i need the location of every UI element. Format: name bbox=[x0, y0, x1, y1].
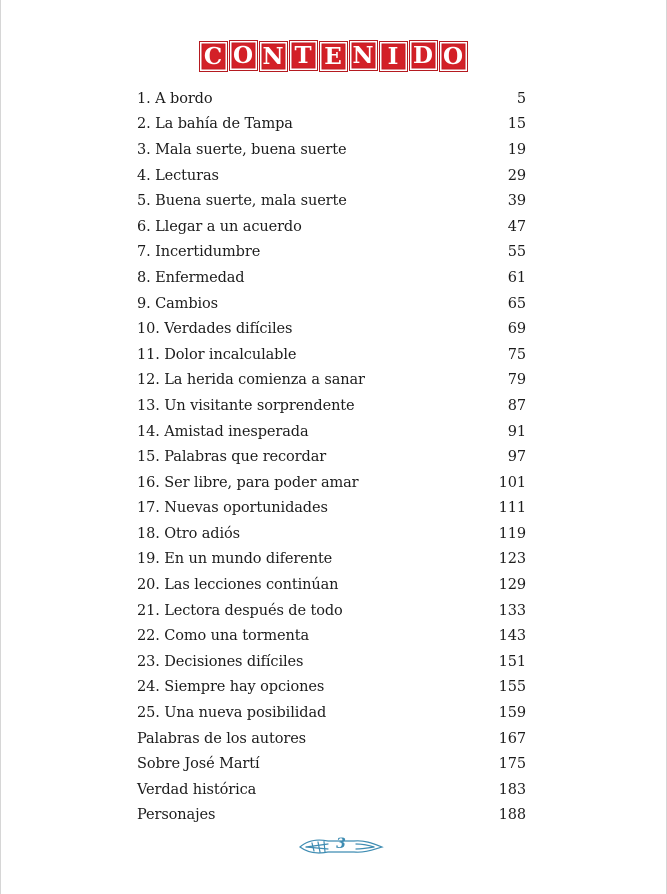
title-letter-tile: N bbox=[349, 40, 378, 71]
toc-entry bbox=[137, 547, 526, 573]
toc-entry-page: 155 bbox=[498, 679, 526, 696]
toc-entry-title: 3. Mala suerte, buena suerte bbox=[137, 141, 347, 158]
toc-entry-title: 13. Un visitante sorprendente bbox=[137, 397, 355, 414]
toc-entry-title: 18. Otro adiós bbox=[137, 525, 240, 542]
toc-entry-page: 47 bbox=[507, 218, 526, 235]
toc-entry-title: 8. Enfermedad bbox=[137, 269, 245, 286]
toc-entry-title: 19. En un mundo diferente bbox=[137, 551, 333, 568]
toc-entry-title: 14. Amistad inesperada bbox=[137, 423, 309, 440]
toc-entry-title: 20. Las lecciones continúan bbox=[137, 577, 339, 594]
toc-entry bbox=[137, 188, 526, 214]
toc-entry-title: 21. Lectora después de todo bbox=[137, 602, 343, 619]
toc-entry-page: 143 bbox=[498, 628, 526, 645]
toc-entry-page: 151 bbox=[498, 653, 526, 670]
toc-entry-title: 7. Incertidumbre bbox=[137, 244, 261, 261]
toc-entry-title: 17. Nuevas oportunidades bbox=[137, 500, 328, 517]
toc-entry-title: 11. Dolor incalculable bbox=[137, 346, 297, 363]
toc-entry-title: 4. Lecturas bbox=[137, 167, 219, 184]
toc-entry-title: 1. A bordo bbox=[137, 90, 213, 107]
toc-entry-page: 39 bbox=[507, 193, 526, 210]
toc-entry bbox=[137, 265, 526, 291]
toc-entry-title: Personajes bbox=[137, 807, 216, 824]
toc-entry bbox=[137, 700, 526, 726]
footer-ornament bbox=[298, 834, 384, 858]
toc-entry-page: 91 bbox=[507, 423, 526, 440]
toc-entry-title: Sobre José Martí bbox=[137, 756, 260, 773]
toc-entry-page: 123 bbox=[498, 551, 526, 568]
toc-entry-page: 129 bbox=[498, 577, 526, 594]
toc-entry-title: 12. La herida comienza a sanar bbox=[137, 372, 365, 389]
toc-entry bbox=[137, 470, 526, 496]
toc-entry-page: 75 bbox=[507, 346, 526, 363]
toc-entry-page: 97 bbox=[507, 449, 526, 466]
toc-entry-page: 167 bbox=[498, 730, 526, 747]
toc-entry-page: 61 bbox=[507, 269, 526, 286]
toc-entry-page: 19 bbox=[507, 141, 526, 158]
toc-entry-page: 55 bbox=[507, 244, 526, 261]
toc-entry-title: 15. Palabras que recordar bbox=[137, 449, 327, 466]
toc-entry bbox=[137, 86, 526, 112]
toc-entry bbox=[137, 777, 526, 803]
toc-entry-page: 175 bbox=[498, 756, 526, 773]
toc-entry-title: 2. La bahía de Tampa bbox=[137, 116, 293, 133]
page-left-edge bbox=[0, 0, 1, 894]
table-of-contents bbox=[137, 86, 526, 828]
page-number: 3 bbox=[336, 836, 346, 852]
toc-entry bbox=[137, 342, 526, 368]
toc-entry bbox=[137, 496, 526, 522]
toc-entry bbox=[137, 444, 526, 470]
toc-entry bbox=[137, 623, 526, 649]
title-letter-tile: I bbox=[379, 41, 408, 72]
toc-entry bbox=[137, 726, 526, 752]
toc-entry-title: 25. Una nueva posibilidad bbox=[137, 705, 327, 722]
toc-entry bbox=[137, 675, 526, 701]
toc-entry-page: 111 bbox=[498, 500, 526, 517]
toc-entry-page: 69 bbox=[507, 321, 526, 338]
title-letter-tile: E bbox=[319, 41, 348, 72]
toc-entry-title: 6. Llegar a un acuerdo bbox=[137, 218, 302, 235]
toc-entry-page: 188 bbox=[498, 807, 526, 824]
toc-entry bbox=[137, 112, 526, 138]
title-letter-tile: C bbox=[199, 41, 228, 72]
title-letter-tile: O bbox=[439, 41, 468, 72]
title-letter-tile: D bbox=[409, 40, 438, 71]
page-title bbox=[0, 41, 667, 72]
toc-entry-page: 65 bbox=[507, 295, 526, 312]
toc-entry-title: 16. Ser libre, para poder amar bbox=[137, 474, 359, 491]
toc-entry bbox=[137, 240, 526, 266]
toc-entry-title: 10. Verdades difíciles bbox=[137, 321, 293, 338]
toc-entry bbox=[137, 521, 526, 547]
toc-entry-page: 5 bbox=[516, 90, 526, 107]
toc-entry-page: 183 bbox=[498, 781, 526, 798]
toc-entry-title: 23. Decisiones difíciles bbox=[137, 653, 304, 670]
toc-entry-title: 24. Siempre hay opciones bbox=[137, 679, 325, 696]
toc-entry-page: 15 bbox=[507, 116, 526, 133]
title-letter-tile: T bbox=[289, 40, 318, 71]
toc-entry-title: Verdad histórica bbox=[137, 781, 257, 798]
toc-entry bbox=[137, 291, 526, 317]
toc-entry bbox=[137, 751, 526, 777]
toc-entry bbox=[137, 572, 526, 598]
toc-entry bbox=[137, 393, 526, 419]
toc-entry bbox=[137, 368, 526, 394]
toc-entry-page: 87 bbox=[507, 397, 526, 414]
toc-entry-title: Palabras de los autores bbox=[137, 730, 307, 747]
toc-entry-page: 119 bbox=[498, 525, 526, 542]
toc-entry bbox=[137, 649, 526, 675]
toc-entry bbox=[137, 316, 526, 342]
toc-entry-page: 79 bbox=[507, 372, 526, 389]
toc-entry bbox=[137, 137, 526, 163]
toc-entry bbox=[137, 163, 526, 189]
toc-entry-page: 159 bbox=[498, 705, 526, 722]
toc-entry-page: 29 bbox=[507, 167, 526, 184]
toc-entry-page: 133 bbox=[498, 602, 526, 619]
toc-entry bbox=[137, 214, 526, 240]
toc-entry-title: 22. Como una tormenta bbox=[137, 628, 310, 645]
toc-entry-title: 9. Cambios bbox=[137, 295, 219, 312]
toc-entry-page: 101 bbox=[498, 474, 526, 491]
toc-entry bbox=[137, 803, 526, 829]
title-letter-tile: O bbox=[229, 40, 258, 71]
toc-entry bbox=[137, 598, 526, 624]
title-letter-tile: N bbox=[259, 41, 288, 72]
toc-entry bbox=[137, 419, 526, 445]
toc-entry-title: 5. Buena suerte, mala suerte bbox=[137, 193, 347, 210]
